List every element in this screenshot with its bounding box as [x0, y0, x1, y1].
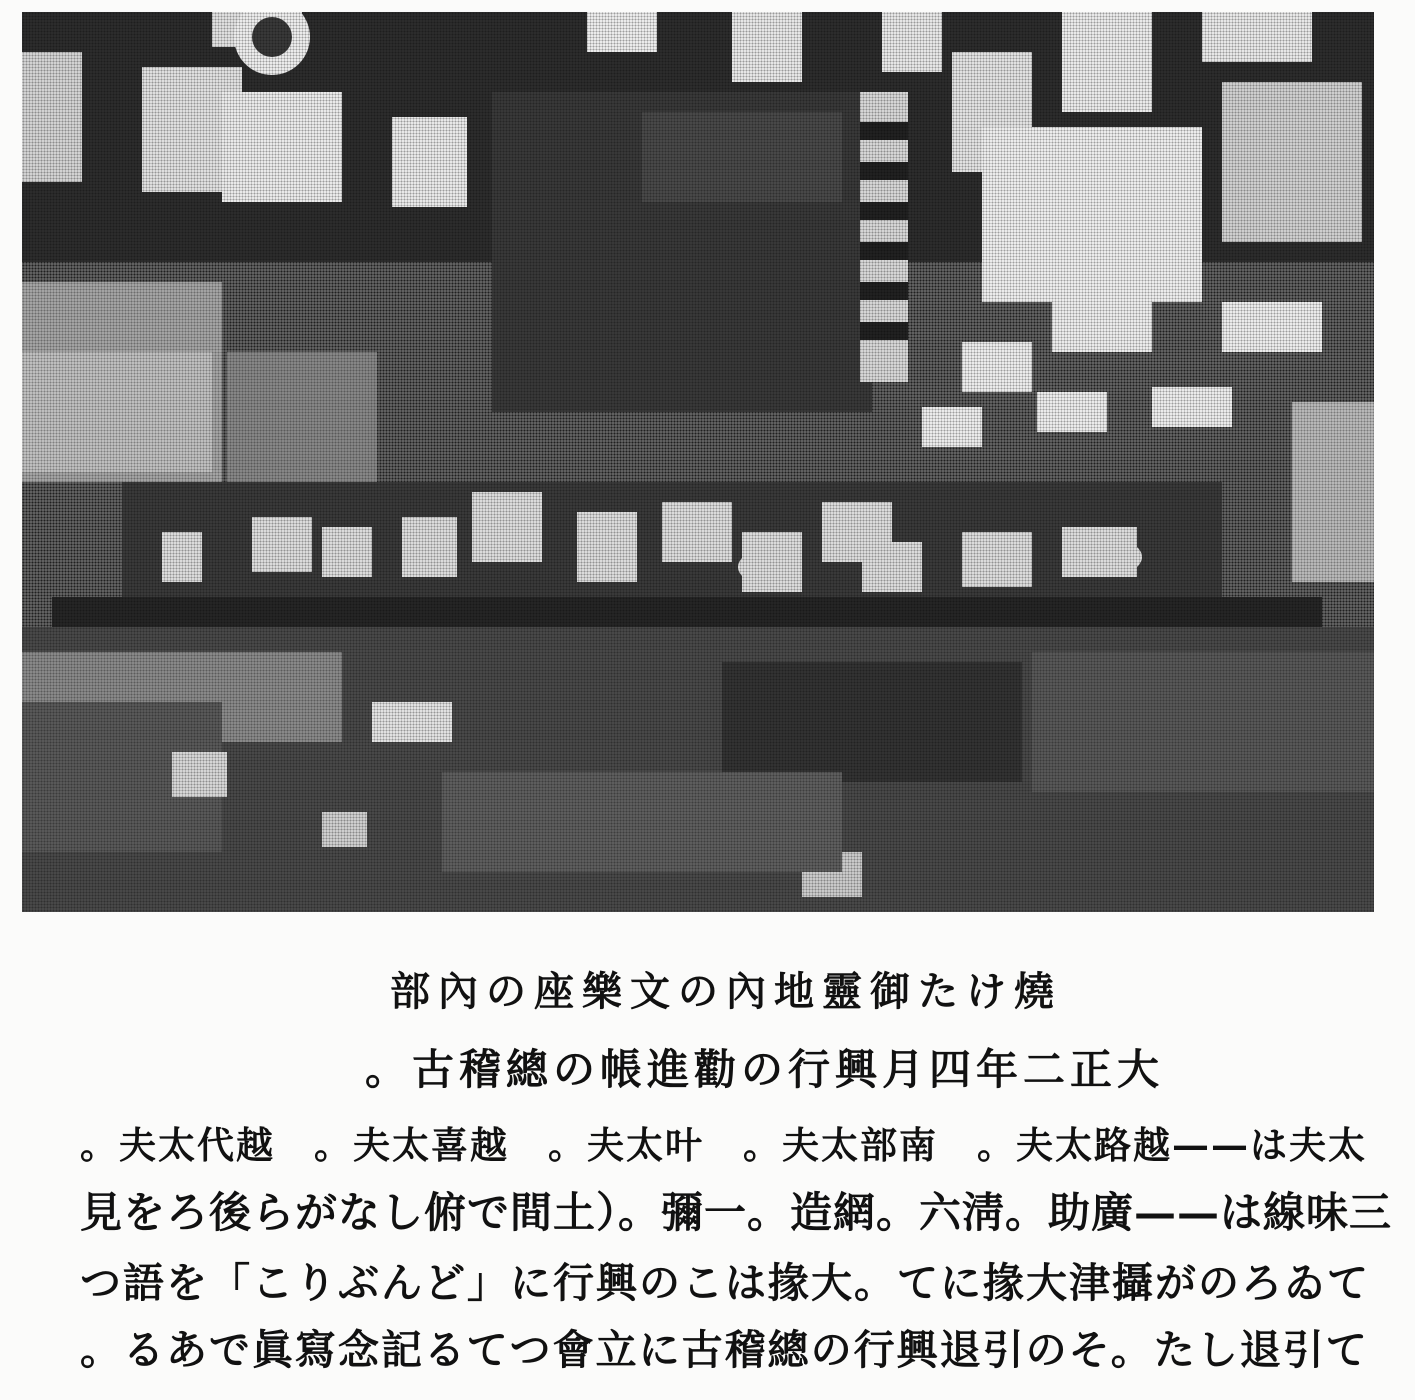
caption-line-1: 。夫太代越 。夫太喜越 。夫太叶 。夫太部南 。夫太路越——は夫太	[80, 1123, 1367, 1167]
caption-line-2: 見をろ後らがなし俯で間土）。彌一。造網。六淸。助廣——は線味三	[80, 1188, 1393, 1237]
caption-title: 部內の座樂文の內地靈御たけ燒	[390, 968, 1062, 1015]
caption-line-3: つ語を「こりぶんど」に行興のこは掾大。てに掾大津攝がのろゐて	[80, 1259, 1370, 1307]
caption-subtitle: 。古稽總の帳進勸の行興月四年二正大	[365, 1045, 1165, 1094]
photo-scene	[22, 12, 1374, 912]
caption-line-4: 。るあで眞寫念記るてつ會立に古稽總の行興退引のそ。たし退引て	[80, 1326, 1369, 1374]
striped-pillar	[860, 92, 908, 382]
theater-interior-photograph	[22, 12, 1374, 912]
